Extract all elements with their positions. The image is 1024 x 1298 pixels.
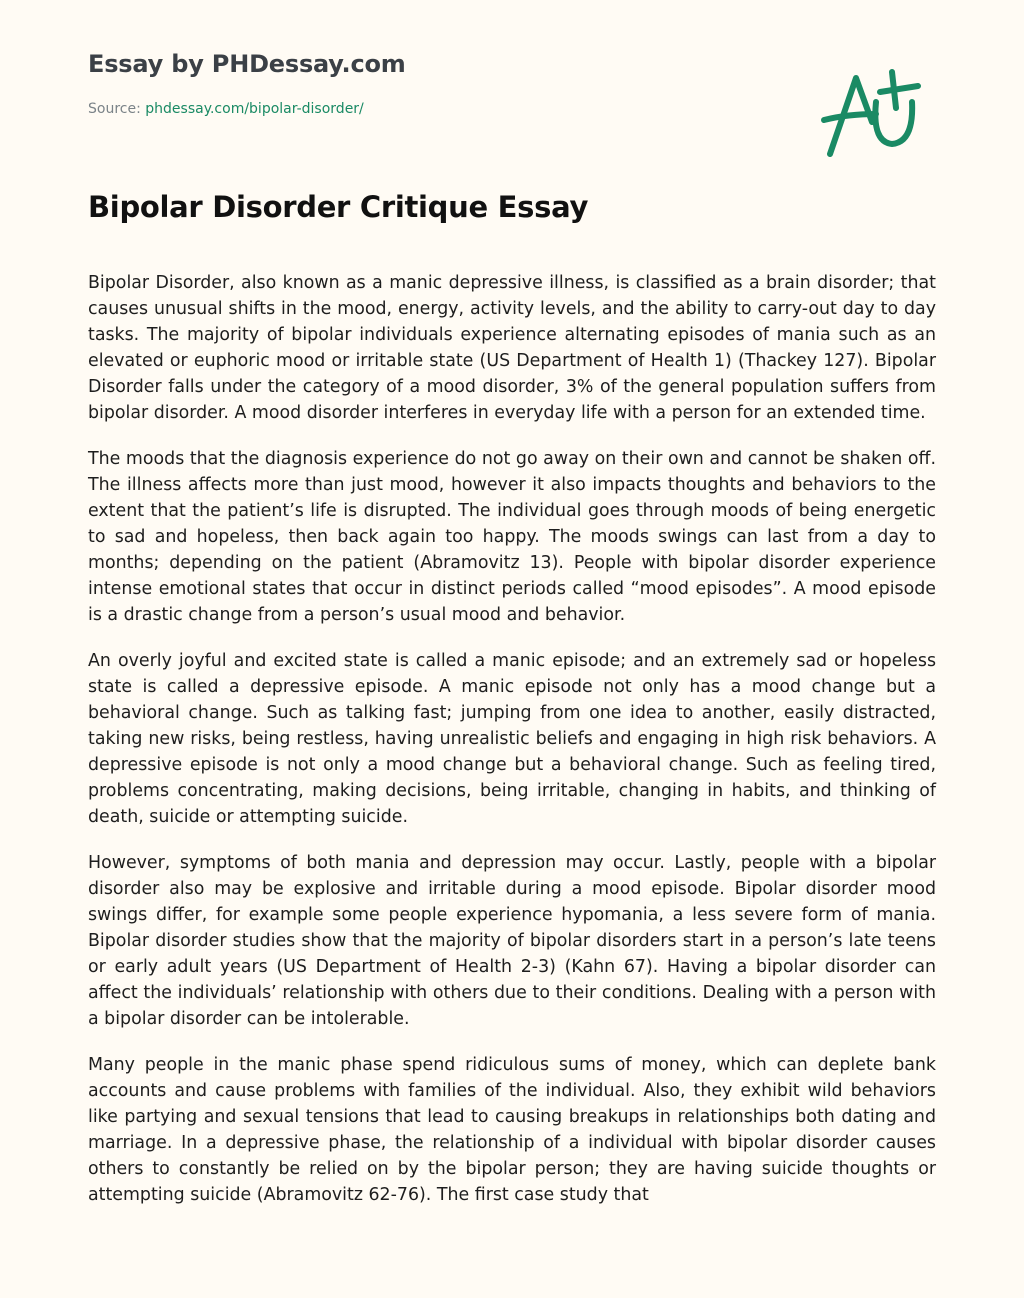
- source-link[interactable]: phdessay.com/bipolar-disorder/: [145, 101, 364, 117]
- paragraph: An overly joyful and excited state is called a manic episode; and an extremely sad or hopeless state is called a depressive episode. A manic episode not only has a mood change but a behavioral change. Such as talking fast; jumping from one idea to another, easily distracted, taking new risks, being restless, having unrealistic beliefs and engaging in high risk behaviors. A depressive episode is not only a mood change but a behavioral change. Such as feeling tired, problems concentrating, making decisions, being irritable, changing in habits, and thinking of death, suicide or attempting suicide.: [88, 651, 936, 827]
- document-title: Bipolar Disorder Critique Essay: [88, 190, 589, 224]
- a-plus-grade-icon: [818, 62, 930, 162]
- site-title: Essay by PHDessay.com: [88, 50, 406, 78]
- content-cutoff: [0, 1252, 1024, 1298]
- paragraph: Many people in the manic phase spend ridiculous sums of money, which can deplete bank accounts and cause problems with families of the individual. Also, they exhibit wild behaviors like partying and sexual tensions that lead to causing breakups in relationships both dating and marriage. In a depressive phase, the relationship of a individual with bipolar disorder causes others to constantly be relied on by the bipolar person; they are having suicide thoughts or attempting suicide (Abramovitz 62-76). The first case study that: [88, 1055, 936, 1205]
- paragraph: Bipolar Disorder, also known as a manic depressive illness, is classified as a brain disorder; that causes unusual shifts in the mood, energy, activity levels, and the ability to carry-out day to day tasks. The majority of bipolar individuals experience alternating episodes of mania such as an elevated or euphoric mood or irritable state (US Department of Health 1) (Thackey 127). Bipolar Disorder falls under the category of a mood disorder, 3% of the general population suffers from bipolar disorder. A mood disorder interferes in everyday life with a person for an extended time.: [88, 273, 936, 423]
- source-label: Source:: [88, 101, 141, 117]
- essay-body: [88, 270, 936, 1228]
- source-line: [88, 101, 364, 117]
- paragraph: The moods that the diagnosis experience do not go away on their own and cannot be shaken off. The illness affects more than just mood, however it also impacts thoughts and behaviors to the extent that the patient’s life is disrupted. The individual goes through moods of being energetic to sad and hopeless, then back again too happy. The moods swings can last from a day to months; depending on the patient (Abramovitz 13). People with bipolar disorder experience intense emotional states that occur in distinct periods called “mood episodes”. A mood episode is a drastic change from a person’s usual mood and behavior.: [88, 449, 936, 625]
- paragraph: However, symptoms of both mania and depression may occur. Lastly, people with a bipolar disorder also may be explosive and irritable during a mood episode. Bipolar disorder mood swings differ, for example some people experience hypomania, a less severe form of mania. Bipolar disorder studies show that the majority of bipolar disorders start in a person’s late teens or early adult years (US Department of Health 2-3) (Kahn 67). Having a bipolar disorder can affect the individuals’ relationship with others due to their conditions. Dealing with a person with a bipolar disorder can be intolerable.: [88, 853, 936, 1029]
